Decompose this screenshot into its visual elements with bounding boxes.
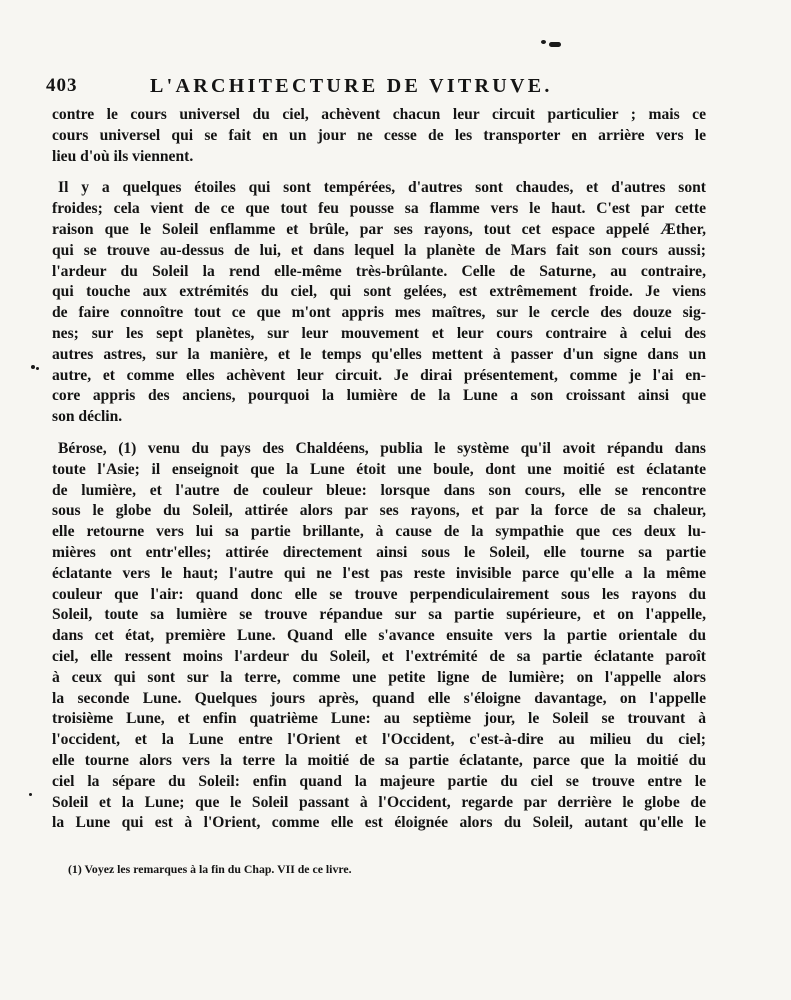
ink-speck	[29, 793, 32, 796]
page-number: 403	[46, 75, 78, 96]
ink-speck	[541, 40, 546, 44]
paragraph	[52, 439, 706, 834]
text-line: de faire connoître tout ce que m'ont appris mes maîtres, sur le cercle des douze sig-	[52, 304, 706, 322]
text-line: qui touche aux extrémités du ciel, qui sont gelées, est extrêmement froide. Je viens	[52, 283, 706, 301]
text-line: de lumière, et l'autre de couleur bleue: lorsque dans son cours, elle se rencontre	[52, 481, 706, 499]
paragraph	[52, 178, 706, 428]
text-line: ciel la sépare du Soleil: enfin quand la majeure partie du ciel se trouve entre le	[52, 772, 706, 790]
text-line: ciel, elle ressent moins l'ardeur du Soleil, et l'extrémité de sa partie éclatante paroît	[52, 647, 706, 665]
text-line: nes; sur les sept planètes, sur leur mouvement et leur cours contraire à celui des	[52, 324, 706, 342]
text-line: qui se trouve au-dessus de lui, et dans lequel la planète de Mars fait son cours aussi;	[52, 241, 706, 259]
ink-speck	[36, 367, 39, 370]
text-line: son déclin.	[52, 408, 123, 426]
text-line: Soleil et la Lune; que le Soleil passant à l'Occident, regarde par derrière le globe de	[52, 793, 706, 811]
text-line: à ceux qui sont sur la terre, comme une petite ligne de lumière; on l'appelle alors	[52, 668, 706, 686]
page-body	[52, 105, 706, 834]
text-line: mières ont entr'elles; attirée directement ainsi sous le Soleil, elle tourne sa partie	[52, 543, 706, 561]
paragraph	[52, 105, 706, 167]
text-line: Soleil, toute sa lumière se trouve répandue sur sa partie supérieure, et on l'appelle,	[52, 606, 706, 624]
text-line: la seconde Lune. Quelques jours après, quand elle s'éloigne davantage, on l'appelle	[52, 689, 706, 707]
ink-speck	[549, 42, 561, 47]
text-line: autre, et comme elles achèvent leur circuit. Je dirai présentement, comme je l'ai en-	[52, 366, 706, 384]
text-line: couleur que l'air: quand donc elle se trouve perpendiculairement sous les rayons du	[52, 585, 706, 603]
text-line: l'ardeur du Soleil la rend elle-même très-brûlante. Celle de Saturne, au contraire,	[52, 262, 706, 280]
text-line: Il y a quelques étoiles qui sont tempérées, d'autres sont chaudes, et d'autres sont	[58, 179, 706, 197]
running-title: L'ARCHITECTURE DE VITRUVE.	[150, 75, 553, 97]
text-line: lieu d'où ils viennent.	[52, 147, 194, 165]
text-line: cours universel qui se fait en un jour ne cesse de les transporter en arrière vers le	[52, 126, 706, 144]
text-line: Bérose, (1) venu du pays des Chaldéens, publia le système qu'il avoit répandu dans	[58, 439, 706, 457]
ink-speck	[31, 365, 35, 369]
text-line: la Lune qui est à l'Orient, comme elle est éloignée alors du Soleil, autant qu'elle le	[52, 814, 706, 832]
text-line: dans cet état, première Lune. Quand elle s'avance ensuite vers la partie orientale du	[52, 627, 706, 645]
text-line: toute l'Asie; il enseignoit que la Lune étoit une boule, dont une moitié est éclatante	[52, 460, 706, 478]
footnote: (1) Voyez les remarques à la fin du Chap. VII de ce livre.	[68, 862, 352, 876]
text-line: elle retourne vers lui sa partie brillante, à cause de la sympathie que ces deux lu-	[52, 523, 706, 541]
text-line: l'occident, et la Lune entre l'Orient et l'Occident, c'est-à-dire au milieu du ciel;	[52, 731, 706, 749]
page-header	[46, 73, 710, 99]
text-line: froides; cela vient de ce que tout feu pousse sa flamme vers le haut. C'est par cette	[52, 200, 706, 218]
text-line: autres astres, sur la manière, et le temps qu'elles mettent à passer d'un signe dans un	[52, 345, 706, 363]
text-line: contre le cours universel du ciel, achèvent chacun leur circuit particulier ; mais ce	[52, 106, 706, 123]
text-line: éclatante vers le haut; l'autre qui ne l'est pas reste invisible parce qu'elle a la même	[52, 564, 706, 582]
text-line: core appris des anciens, pourquoi la lumière de la Lune a son croissant ainsi que	[52, 387, 706, 405]
text-line: sous le globe du Soleil, attirée alors par ses rayons, et par la force de sa chaleur,	[52, 502, 706, 520]
text-line: troisième Lune, et enfin quatrième Lune: au septième jour, le Soleil se trouvant à	[52, 710, 706, 728]
text-line: elle tourne alors vers la terre la moitié de sa partie éclatante, parce que la moitié du	[52, 751, 706, 769]
text-line: raison que le Soleil enflamme et brûle, par ses rayons, tout cet espace appelé Æther,	[52, 220, 706, 238]
